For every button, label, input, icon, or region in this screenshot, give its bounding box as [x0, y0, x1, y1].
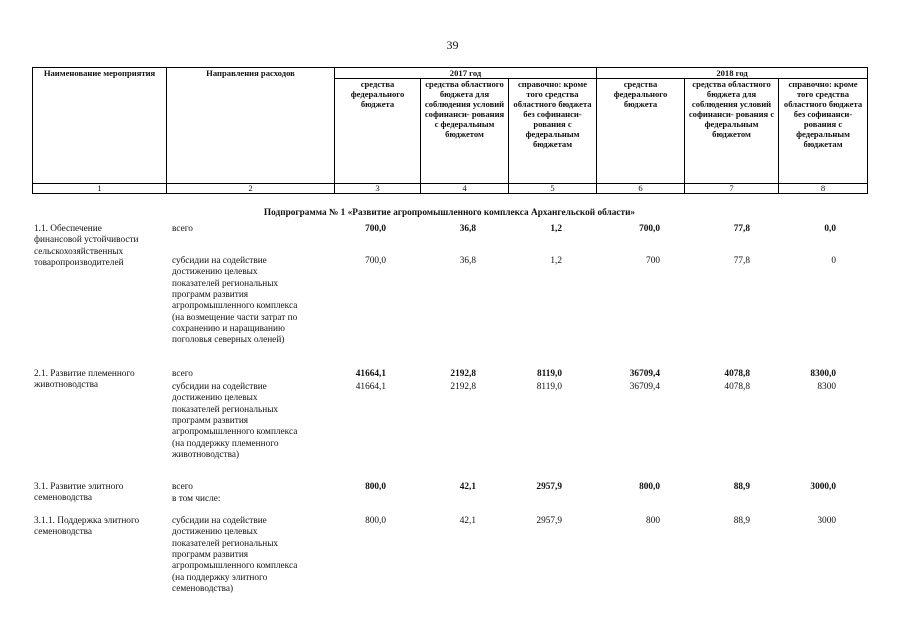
total-value: 77,8	[733, 224, 750, 234]
header-regional-2018: средства областного бюджета для соблюдения условий софинанси- рования с федеральным бюджетом	[685, 79, 779, 184]
detail-value: 8119,0	[536, 382, 562, 392]
column-number: 3	[335, 184, 421, 194]
detail-label-line: агропромышленного комплекса	[172, 561, 298, 572]
detail-value: 2957,9	[536, 516, 562, 526]
detail-label-line: сохранению и наращиванию	[172, 323, 285, 334]
column-number: 1	[33, 184, 167, 194]
detail-label-line: достижению целевых	[172, 393, 258, 404]
budget-table-header	[32, 67, 868, 194]
header-year-2017: 2017 год	[335, 68, 597, 79]
total-value: 2192,8	[450, 369, 476, 379]
total-value: 800,0	[365, 482, 386, 492]
detail-label-line: (на возмещение части затрат по	[172, 312, 298, 323]
total-value: 8119,0	[536, 369, 562, 379]
header-federal-2018: средства федерального бюджета	[597, 79, 685, 184]
header-direction-column: Направления расходов	[167, 68, 335, 184]
measure-name-line: сельскохозяйственных	[34, 246, 124, 257]
page-number: 39	[446, 38, 459, 52]
detail-label-line: субсидии на содействие	[172, 382, 267, 392]
header-regional-2017: средства областного бюджета для соблюдения условий софинанси- рования с федеральным бюджетом	[421, 79, 509, 184]
total-value: 2957,9	[536, 482, 562, 492]
detail-value: 1,2	[550, 256, 562, 266]
detail-value: 2192,8	[450, 382, 476, 392]
total-value: 88,9	[733, 482, 750, 492]
including-label: в том числе:	[172, 494, 221, 504]
detail-label-line: программ развития	[172, 415, 249, 426]
measure-name-line: 1.1. Обеспечение	[34, 224, 102, 234]
detail-value: 700	[646, 256, 660, 266]
detail-label-line: показателей региональных	[172, 538, 279, 549]
detail-label-line: показателей региональных	[172, 404, 279, 415]
detail-label-line: животноводства)	[172, 449, 240, 460]
detail-label-line: субсидии на содействие	[172, 256, 267, 266]
detail-label-line: поголовья северных оленей)	[172, 335, 285, 346]
measure-name-line: товаропроизводителей	[34, 257, 124, 268]
total-value: 0,0	[824, 224, 836, 234]
header-name-column: Наименование мероприятия	[33, 68, 167, 184]
total-value: 800,0	[639, 482, 660, 492]
total-value: 700,0	[639, 224, 660, 234]
detail-value: 800	[646, 516, 660, 526]
detail-value: 36709,4	[629, 382, 660, 392]
column-number: 2	[167, 184, 335, 194]
total-value: 41664,1	[355, 369, 386, 379]
measure-name-line: 3.1. Развитие элитного	[34, 482, 124, 492]
detail-value: 0	[831, 256, 836, 266]
detail-value: 700,0	[365, 256, 386, 266]
detail-value: 800,0	[365, 516, 386, 526]
measure-name-line: 2.1. Развитие племенного	[34, 369, 135, 379]
detail-value: 8300	[817, 382, 836, 392]
detail-value: 42,1	[459, 516, 476, 526]
detail-label-line: (на поддержку племенного	[172, 438, 279, 449]
column-number: 6	[597, 184, 685, 194]
measure-name-line: семеноводства	[34, 493, 93, 504]
total-value: 3000,0	[810, 482, 836, 492]
total-value: 4078,8	[724, 369, 750, 379]
detail-label-line: показателей региональных	[172, 278, 279, 289]
detail-label-line: достижению целевых	[172, 527, 258, 538]
detail-label-line: достижению целевых	[172, 267, 258, 278]
detail-value: 88,9	[733, 516, 750, 526]
detail-label-line: (на поддержку элитного	[172, 572, 268, 583]
measure-name-line: животноводства	[34, 380, 98, 391]
column-number: 8	[779, 184, 868, 194]
detail-label-line: программ развития	[172, 289, 249, 300]
total-label: всего	[172, 369, 193, 379]
detail-label-line: семеноводства)	[172, 583, 234, 594]
total-value: 36709,4	[629, 369, 660, 379]
measure-name-line: 3.1.1. Поддержка элитного	[34, 516, 140, 526]
detail-value: 36,8	[459, 256, 476, 266]
detail-label-line: агропромышленного комплекса	[172, 427, 298, 438]
detail-value: 77,8	[733, 256, 750, 266]
detail-value: 41664,1	[355, 382, 386, 392]
subprogram-title: Подпрограмма № 1 «Развитие агропромышленного комплекса Архангельской области»	[263, 208, 636, 218]
column-number: 4	[421, 184, 509, 194]
detail-label-line: субсидии на содействие	[172, 516, 267, 526]
total-value: 42,1	[459, 482, 476, 492]
total-value: 700,0	[365, 224, 386, 234]
measure-name-line: семеноводства	[34, 527, 93, 538]
header-reference-2017: справочно: кроме того средства областного бюджета без софинанси- рования с федеральным бюджетам	[509, 79, 597, 184]
total-label: всего	[172, 224, 193, 234]
header-federal-2017: средства федерального бюджета	[335, 79, 421, 184]
column-number: 7	[685, 184, 779, 194]
measure-name-line: финансовой устойчивости	[34, 235, 139, 246]
detail-value: 4078,8	[724, 382, 750, 392]
total-value: 1,2	[550, 224, 562, 234]
total-value: 36,8	[459, 224, 476, 234]
detail-label-line: программ развития	[172, 549, 249, 560]
header-reference-2018: справочно: кроме того средства областного бюджета без софинанси- рования с федеральным бюджетам	[779, 79, 868, 184]
header-year-2018: 2018 год	[597, 68, 868, 79]
total-value: 8300,0	[810, 369, 836, 379]
detail-label-line: агропромышленного комплекса	[172, 301, 298, 312]
column-number: 5	[509, 184, 597, 194]
detail-value: 3000	[817, 516, 836, 526]
total-label: всего	[172, 482, 193, 492]
